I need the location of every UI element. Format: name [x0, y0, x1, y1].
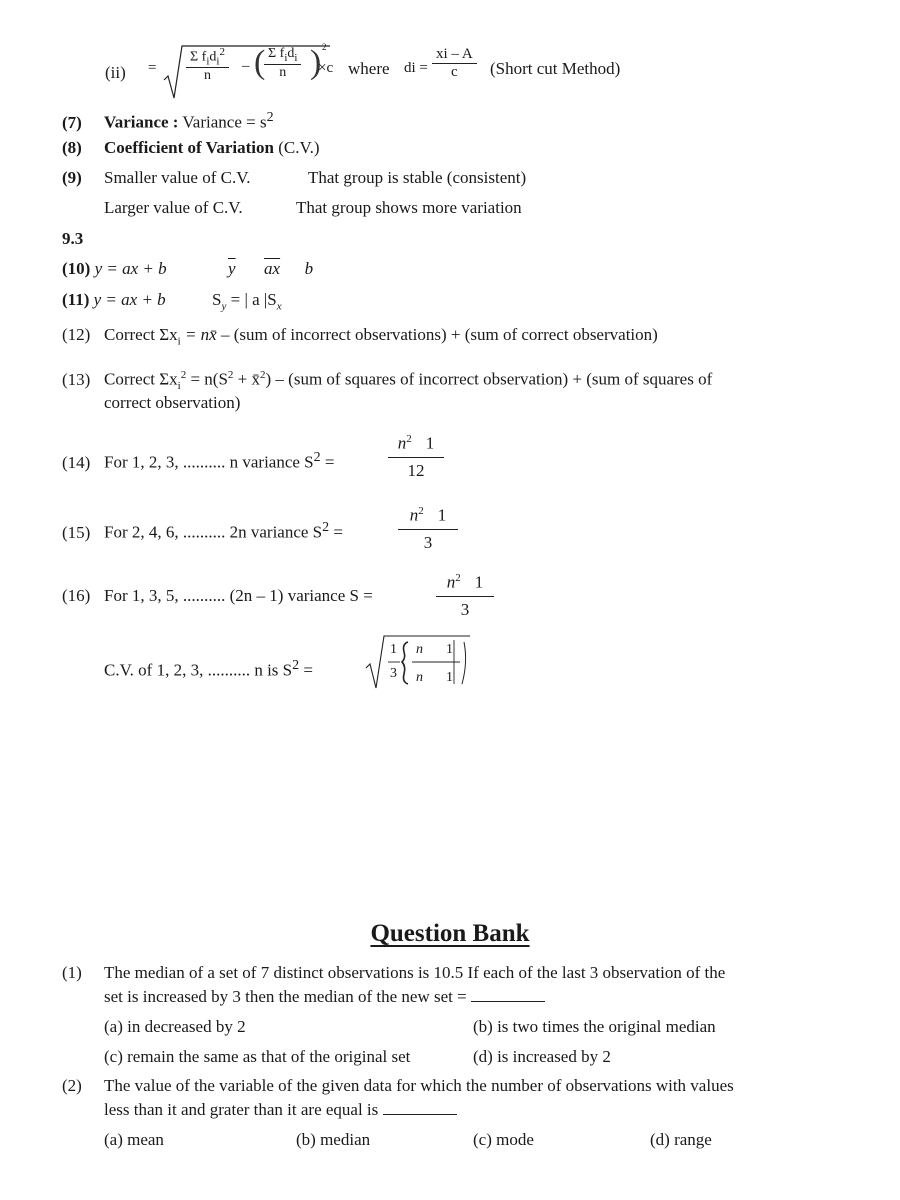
- item-13: (13) Correct $\Sigma x_i^2 = n(S^2$ + x̄$^2$) – (sum of squares of incorrect observation) + (sum of squares of: [62, 369, 713, 393]
- q1-option-d: (d) is increased by 2: [473, 1047, 611, 1066]
- formula-ii-di-frac: $\frac{xi - A}{c}$: [432, 46, 477, 81]
- formula-ii-frac2: Σ $f_id_i$ n: [264, 46, 301, 81]
- q1-option-c: (c) remain the same as that of the original set: [104, 1047, 411, 1066]
- item-9b: Larger value of C.V.: [104, 198, 243, 217]
- item-10-rhs: $\overline{y}$ $\overline{ax}$ b: [228, 259, 314, 278]
- formula-ii-where: where: [348, 59, 390, 78]
- item-15: (15) For 2, 4, 6, .......... 2n variance $S^2$ =: [62, 520, 343, 542]
- item-11-rhs: $S_y$ = | a $|S_x$: [212, 290, 282, 313]
- question-1: (1) The median of a set of 7 distinct observations is 10.5 If each of the last 3 observation of the: [62, 963, 726, 982]
- item-7: (7) Variance : Variance = $s^2$: [62, 110, 274, 132]
- formula-ii-di: di =: [404, 60, 428, 76]
- answer-blank: [383, 1100, 457, 1115]
- q2-option-a: (a) mean: [104, 1130, 164, 1149]
- item-8: (8) Coefficient of Variation (C.V.): [62, 138, 320, 157]
- item-16: (16) For 1, 3, 5, .......... (2n – 1) variance S =: [62, 586, 373, 605]
- question-2-line2: less than it and grater than it are equal is: [104, 1099, 457, 1121]
- paren-open: (: [254, 44, 266, 81]
- item-9a-right: That group is stable (consistent): [308, 168, 527, 187]
- formula-ii-frac1: Σ $f_id_i^2$ n: [186, 46, 229, 84]
- item-15-frac: $n^2$ 1 3: [398, 500, 458, 554]
- formula-ii-eq: =: [148, 60, 157, 76]
- q1-option-b: (b) is two times the original median: [473, 1017, 716, 1036]
- q1-option-a: (a) in decreased by 2: [104, 1017, 246, 1036]
- item-14: (14) For 1, 2, 3, .......... n variance $S^2$ =: [62, 450, 335, 472]
- section-9-3: 9.3: [62, 229, 84, 248]
- cv-heading: Coefficient of Variation: [104, 138, 274, 157]
- item-16-frac: $n^2$ 1 3: [436, 567, 494, 621]
- answer-blank: [471, 987, 545, 1002]
- formula-ii-method: (Short cut Method): [490, 59, 621, 78]
- item-11: (11) y = ax + b: [62, 290, 166, 309]
- question-1-line2: set is increased by 3 then the median of the new set =: [104, 986, 545, 1008]
- question-bank-title: Question Bank: [370, 920, 530, 947]
- variance-heading: Variance :: [104, 112, 179, 132]
- item-9b-right: That group shows more variation: [296, 198, 522, 217]
- question-2: (2) The value of the variable of the given data for which the number of observations with values: [62, 1076, 734, 1095]
- item-10: (10) y = ax + b: [62, 259, 167, 278]
- item-13-cont: correct observation): [104, 393, 241, 412]
- q2-option-c: (c) mode: [473, 1130, 534, 1149]
- q2-option-d: (d) range: [650, 1130, 712, 1149]
- formula-ii-label: (ii): [105, 63, 126, 82]
- formula-ii: [105, 48, 126, 98]
- cv-radical: 1 3 n 1 n 1: [364, 634, 474, 690]
- formula-ii-minus: –: [242, 58, 250, 74]
- item-14-frac: $n^2$ 1 12: [388, 428, 444, 482]
- item-12: (12) Correct $\Sigma x_i$ = nx̄ – (sum of incorrect observations) + (sum of correct observation): [62, 325, 658, 348]
- formula-ii-sup: 2: [322, 42, 327, 52]
- cv-line: C.V. of 1, 2, 3, .......... n is $S^2$ =: [104, 658, 313, 680]
- formula-ii-times: ×c: [318, 60, 334, 76]
- paren-close: ): [310, 44, 322, 81]
- item-9a: (9) Smaller value of C.V.: [62, 168, 251, 187]
- q2-option-b: (b) median: [296, 1130, 371, 1149]
